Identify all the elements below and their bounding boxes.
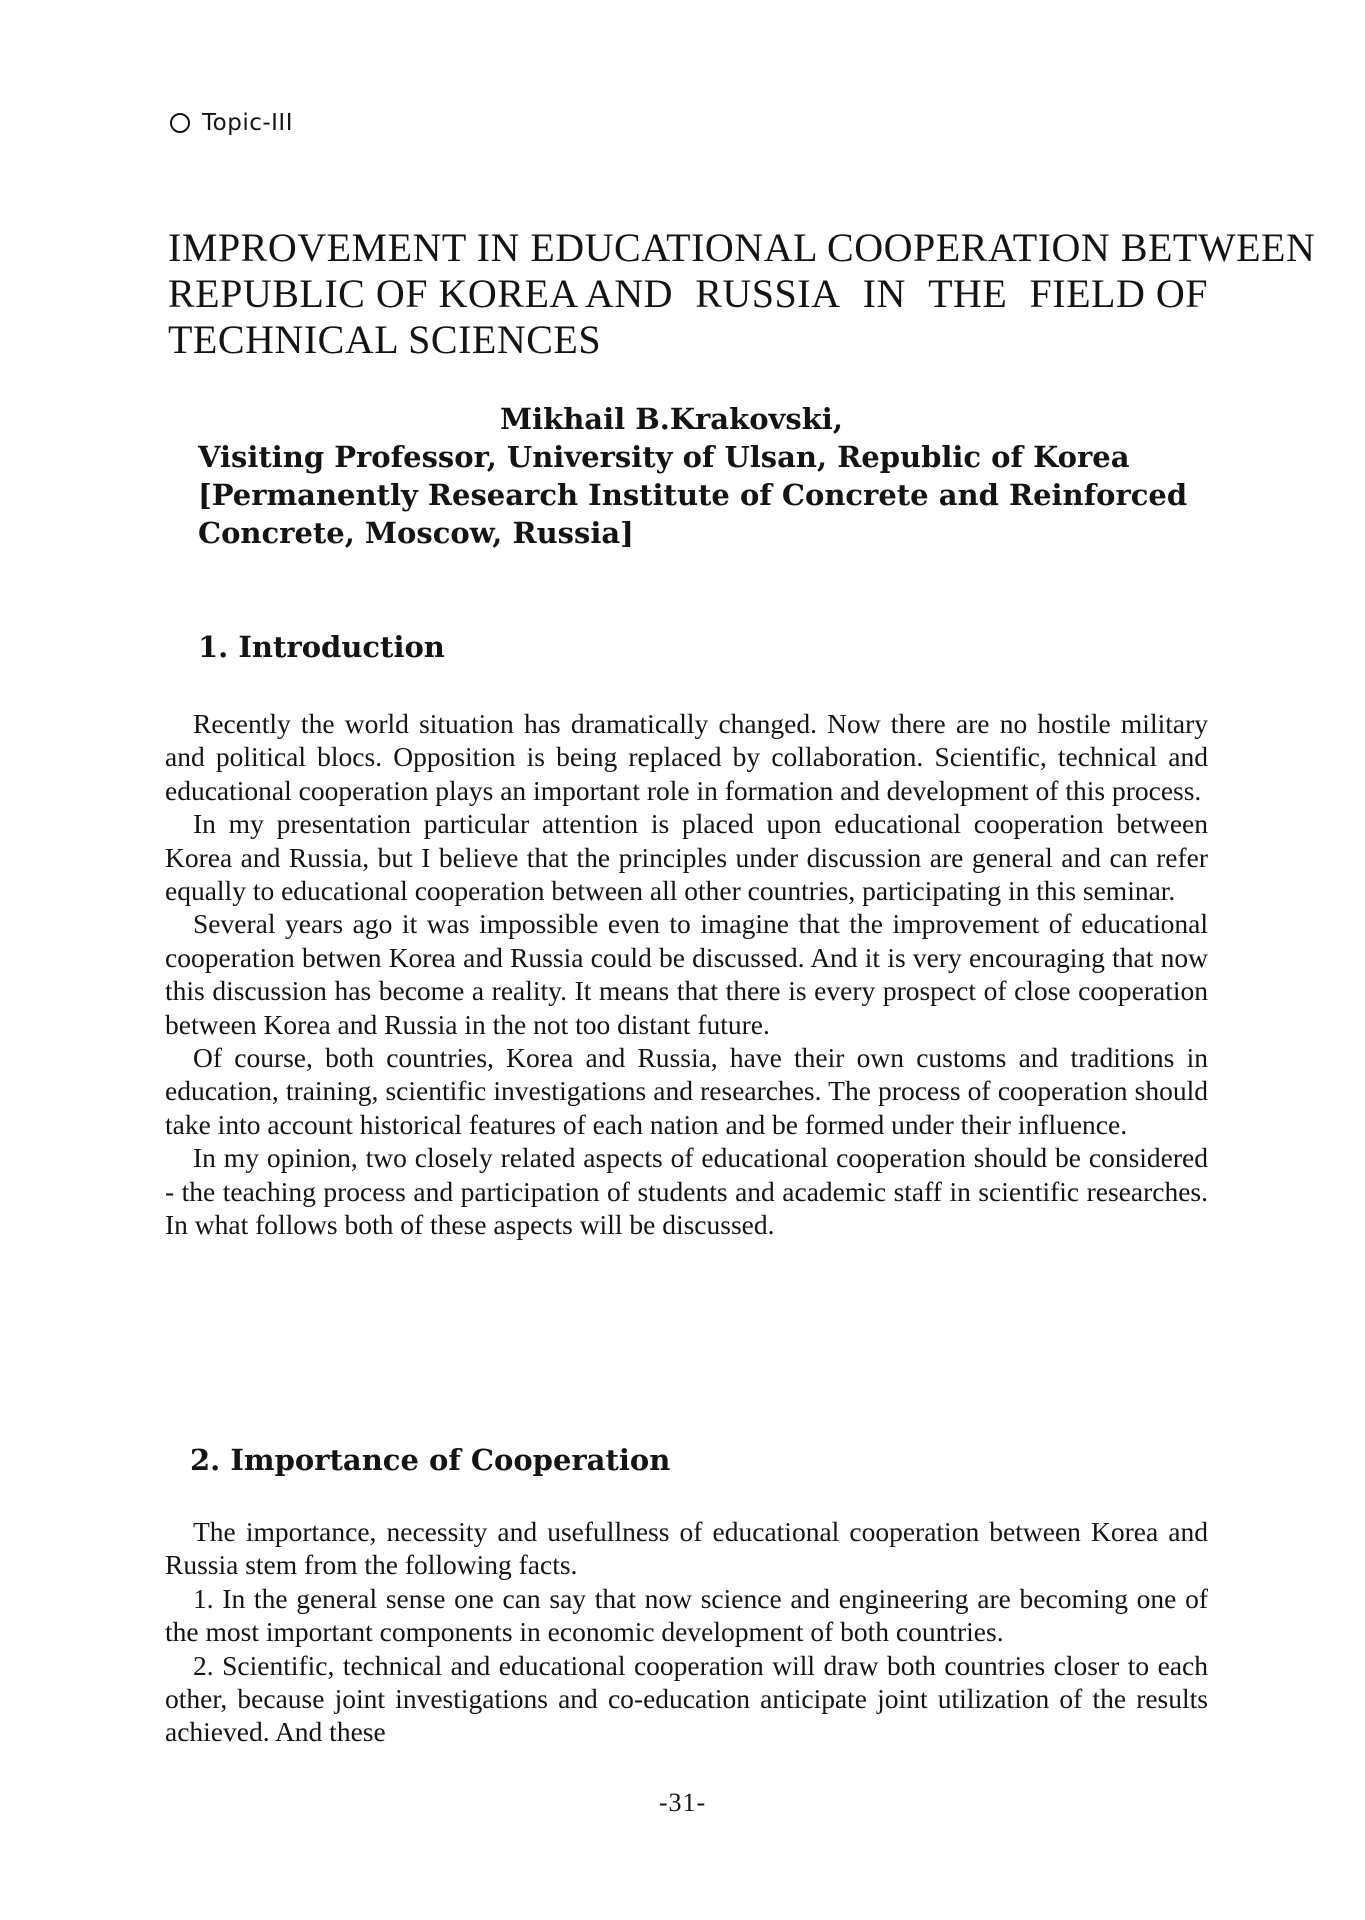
title-line-2-word: REPUBLIC OF KOREA AND [168, 271, 674, 316]
author-affiliation-line: [Permanently Research Institute of Concrete and Reinforced [198, 478, 1188, 512]
topic-label [170, 110, 293, 136]
title-line-2 [168, 271, 1208, 317]
title-line-1: IMPROVEMENT IN EDUCATIONAL COOPERATION BETWEEN [168, 225, 1316, 270]
title-line-2-word: IN [862, 271, 906, 316]
paragraph: 2. Scientific, technical and educational cooperation will draw both countries closer to each other, because joint investigations and co-education anticipate joint utilization of the results achieved. And these [165, 1649, 1208, 1748]
paragraph: Several years ago it was impossible even to imagine that the improvement of educational cooperation betwen Korea and Russia could be discussed. And it is very encouraging that now this discussion has become a reality. It means that there is every prospect of close cooperation between Korea and Russia in the not too distant future. [165, 908, 1208, 1040]
paragraph: In my opinion, two closely related aspects of educational cooperation should be considered - the teaching process and participation of students and academic staff in scientific researches. In what follows both of these aspects will be discussed. [165, 1142, 1208, 1241]
section-body-introduction [165, 707, 1208, 1242]
author-affiliation-line: Concrete, Moscow, Russia] [198, 516, 634, 550]
section-heading-importance: 2. Importance of Cooperation [190, 1443, 671, 1477]
title-line-2-word: RUSSIA [695, 271, 841, 316]
paragraph: The importance, necessity and usefullness of educational cooperation between Korea and Russia stem from the following facts. [165, 1516, 1208, 1581]
section-body-importance [165, 1515, 1208, 1749]
author-block [198, 400, 1208, 552]
author-affiliation-line: Visiting Professor, University of Ulsan, Republic of Korea [198, 440, 1130, 474]
title-line-2-word: THE [928, 271, 1008, 316]
paper-title [168, 225, 1316, 363]
author-name: Mikhail B.Krakovski, [500, 402, 843, 436]
circle-icon [170, 113, 190, 133]
paragraph: In my presentation particular attention is placed upon educational cooperation between Korea and Russia, but I believe that the principles under discussion are general and can refer equally to educational cooperation between all other countries, participating in this seminar. [165, 808, 1208, 907]
topic-text: Topic-III [202, 110, 293, 136]
paragraph: 1. In the general sense one can say that now science and engineering are becoming one of the most important components in economic development of both countries. [165, 1582, 1208, 1648]
title-line-3: TECHNICAL SCIENCES [168, 317, 602, 362]
page-number: -31- [658, 1788, 707, 1817]
title-line-2-word: FIELD OF [1029, 271, 1208, 316]
paragraph: Of course, both countries, Korea and Russia, have their own customs and traditions in education, training, scientific investigations and researches. The process of cooperation should take into account historical features of each nation and be formed under their influence. [165, 1042, 1208, 1140]
section-heading-introduction: 1. Introduction [198, 630, 445, 664]
paragraph: Recently the world situation has dramatically changed. Now there are no hostile military and political blocs. Opposition is being replaced by collaboration. Scientific, technical and educational cooperation plays an important role in formation and development of this process. [165, 708, 1208, 806]
